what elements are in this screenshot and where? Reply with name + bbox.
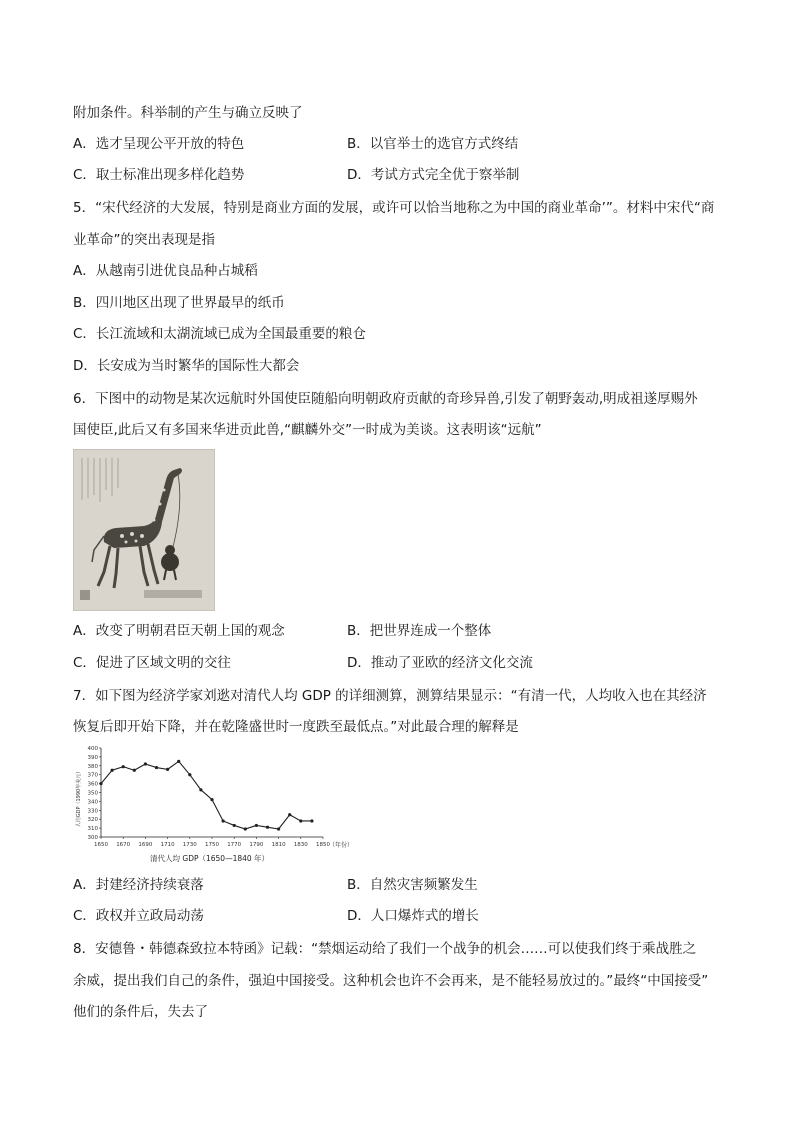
y-tick-label: 310 [87,826,98,833]
x-tick-label: 1790 [249,842,264,848]
x-tick-label: 1750 [205,842,219,848]
x-tick-label: 1670 [116,842,131,848]
y-tick-label: 360 [87,781,98,788]
q5-option-a: A．从越南引进优良品种占城稻 [73,263,258,279]
gdp-data-point [266,826,269,829]
q5-option-d: D．长安成为当时繁华的国际性大都会 [73,358,300,374]
gdp-data-point [310,819,313,822]
q5-option-b: B．四川地区出现了世界最早的纸币 [73,295,285,311]
q6-option-a: A．改变了明朝君臣天朝上国的观念 [73,623,285,639]
q4-option-b: B．以官举士的选官方式终结 [347,136,519,152]
y-tick-label: 390 [87,754,98,761]
y-tick-label: 380 [87,763,98,770]
y-tick-label: 340 [87,799,98,806]
q6-option-c: C．促进了区域文明的交往 [73,655,231,671]
gdp-data-point [133,769,136,772]
q7-option-b: B．自然灾害频繁发生 [347,877,478,893]
chart-svg [73,740,363,870]
chart-xlabel: （年份） [329,842,354,849]
q7-option-a: A．封建经济持续衰落 [73,877,204,893]
y-tick-label: 320 [87,817,98,824]
gdp-data-point [155,766,158,769]
gdp-data-point [288,813,291,816]
x-tick-label: 1830 [293,842,308,848]
giraffe-drawing-icon [74,450,214,610]
q8-stem-line1: 8．安德鲁・韩德森致拉本特函》记载：“禁烟运动给了我们一个战争的机会……可以使我们终于乘战胜之 [73,941,697,957]
q6-option-d: D．推动了亚欧的经济文化交流 [347,655,533,671]
q4-option-c: C．取士标准出现多样化趋势 [73,167,245,183]
q4-option-a: A．选才呈现公平开放的特色 [73,136,245,152]
gdp-data-point [111,769,114,772]
chart-title: 清代人均 GDP（1650—1840 年） [150,854,270,863]
q8-stem-line2: 余威，提出我们自己的条件，强迫中国接受。这种机会也许不会再来，是不能轻易放过的。”最终“中国接受” [73,973,709,989]
y-tick-label: 400 [87,746,98,752]
gdp-data-point [122,765,125,768]
chart-ylabel: 人均GDP（1990年美元） [76,768,82,828]
gdp-data-point [210,798,213,801]
q5-stem-line2: 业革命”的突出表现是指 [73,232,215,248]
gdp-data-point [244,827,247,830]
gdp-data-point [277,827,280,830]
x-tick-label: 1770 [227,842,242,848]
x-tick-label: 1810 [271,842,286,848]
gdp-data-point [144,762,147,765]
x-tick-label: 1710 [160,842,175,848]
q6-option-b: B．把世界连成一个整体 [347,623,492,639]
y-tick-label: 370 [87,772,98,779]
q5-stem-line1: 5．“宋代经济的大发展，特别是商业方面的发展，或许可以恰当地称之为中国的商业革命’”。材料中宋代“商 [73,200,715,216]
q6-stem-line2: 国使臣,此后又有多国来华进贡此兽,“麒麟外交”一时成为美谈。这表明该“远航” [73,422,542,438]
q4-stem-tail: 附加条件。科举制的产生与确立反映了 [73,105,303,121]
gdp-data-point [177,760,180,763]
q4-option-d: D．考试方式完全优于察举制 [347,167,520,183]
x-tick-label: 1650 [94,842,108,848]
x-tick-label: 1850 [316,842,330,848]
gdp-data-point [233,824,236,827]
gdp-data-point [299,819,302,822]
gdp-data-point [199,788,202,791]
gdp-data-point [166,768,169,771]
gdp-line-chart [73,740,363,870]
giraffe-illustration [73,449,215,611]
q7-stem-line1: 7．如下图为经济学家刘逖对清代人均 GDP 的详细测算，测算结果显示：“有清一代，人均收入也在其经济 [73,688,707,704]
gdp-series-line [101,761,312,829]
q7-option-c: C．政权并立政局动荡 [73,908,204,924]
y-tick-label: 350 [87,790,98,797]
q7-stem-line2: 恢复后即开始下降，并在乾隆盛世时一度跌至最低点。”对此最合理的解释是 [73,719,519,735]
gdp-data-point [222,819,225,822]
x-tick-label: 1730 [182,842,197,848]
q7-option-d: D．人口爆炸式的增长 [347,908,479,924]
y-tick-label: 330 [87,808,98,815]
q5-option-c: C．长江流域和太湖流域已成为全国最重要的粮仓 [73,326,366,342]
gdp-data-point [255,824,258,827]
q6-stem-line1: 6．下图中的动物是某次远航时外国使臣随船向明朝政府贡献的奇珍异兽,引发了朝野轰动,明成祖遂厚赐外 [73,391,698,407]
q8-stem-line3: 他们的条件后，失去了 [73,1004,208,1020]
gdp-data-point [188,773,191,776]
y-tick-label: 300 [87,835,98,841]
x-tick-label: 1690 [138,842,153,848]
